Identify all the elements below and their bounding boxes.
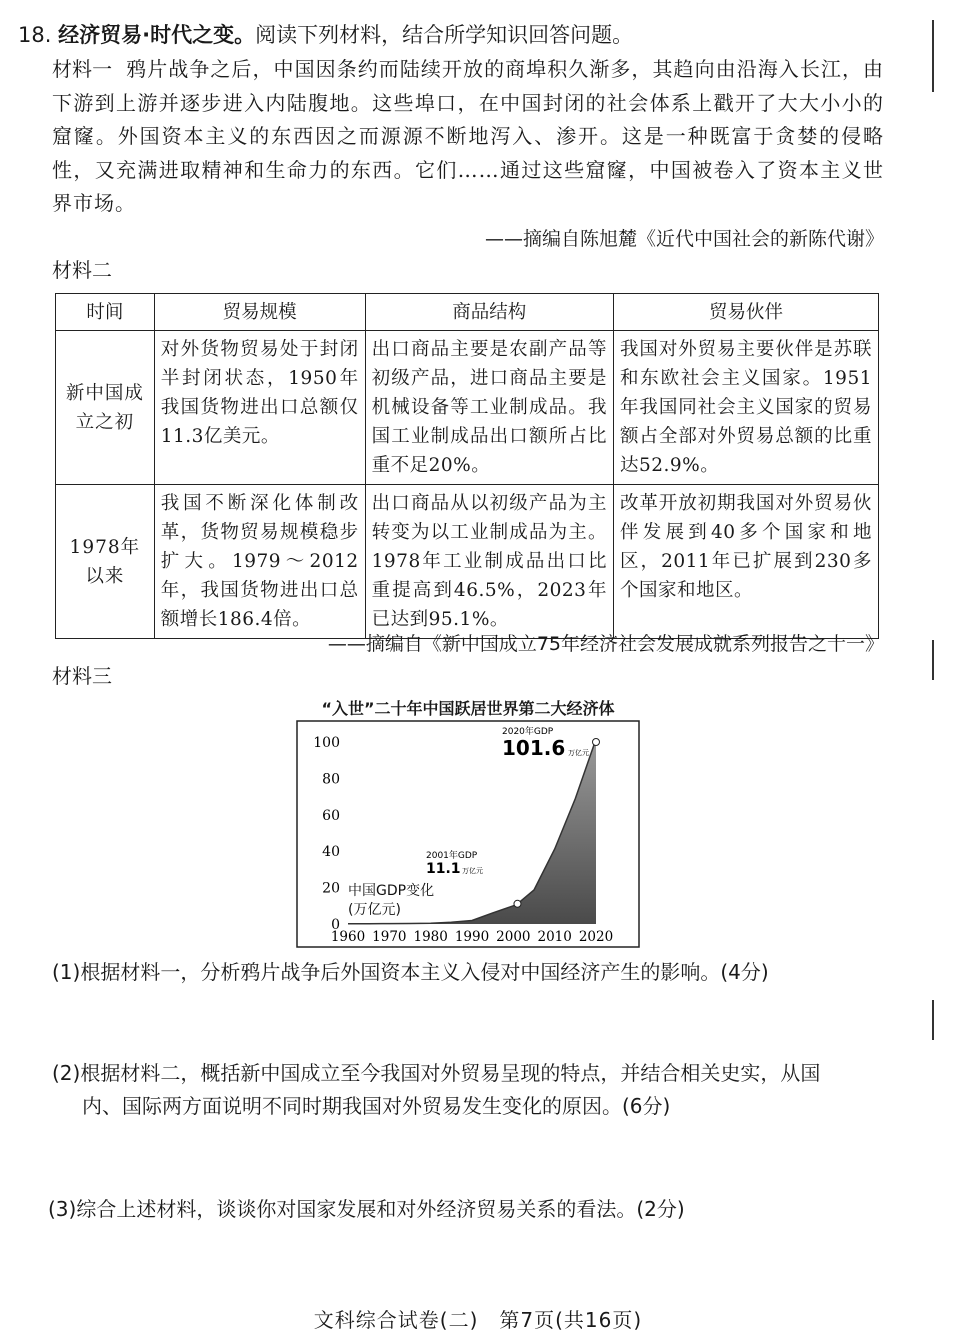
table-header-row — [56, 294, 879, 331]
y-tick-label: 60 — [322, 807, 340, 824]
material1-label: 材料一 — [52, 57, 113, 81]
row-structure: 出口商品从以初级产品为主转变为以工业制成品为主。1978年工业制成品出口比重提高到46.5%，2023年已达到95.1%。 — [365, 485, 613, 639]
annotation-point — [593, 739, 600, 746]
sub-question-2-line1: (2)根据材料二，概括新中国成立至今我国对外贸易呈现的特点，并结合相关史实，从国 — [52, 1061, 821, 1085]
row-partners: 我国对外贸易主要伙伴是苏联和东欧社会主义国家。1951年我国同社会主义国家的贸易额占全部对外贸易总额的比重达52.9%。 — [613, 331, 878, 485]
annotation-point — [514, 900, 521, 907]
material1-text: 鸦片战争之后，中国因条约而陆续开放的商埠积久渐多，其趋向由沿海入长江，由下游到上游并逐步进入内陆腹地。这些埠口，在中国封闭的社会体系上戳开了大大小小的窟窿。外国资本主义的东西因之而源源不断地泻入、渗开。这是一种既富于贪婪的侵略性，又充满进取精神和生命力的东西。它们……通过这些窟窿，中国被卷入了资本主义世界市场。 — [52, 57, 885, 215]
question-number: 18. — [18, 23, 52, 47]
annotation-caption: 2020年GDP — [502, 727, 554, 737]
y-tick-label: 20 — [322, 880, 340, 897]
x-tick-label: 1980 — [413, 929, 448, 945]
x-tick-label: 1990 — [454, 929, 490, 945]
header-structure: 商品结构 — [365, 294, 613, 331]
annotation-caption: 2001年GDP — [426, 851, 478, 861]
row-partners: 改革开放初期我国对外贸易伙伴发展到40多个国家和地区，2011年已扩展到230多个国家和地区。 — [613, 485, 878, 639]
page-footer: 文科综合试卷(二) 第7页(共16页) — [313, 1308, 643, 1332]
material3-label: 材料三 — [52, 664, 112, 688]
x-tick-label: 2020 — [578, 929, 614, 945]
row-structure: 出口商品主要是农副产品等初级产品，进口商品主要是机械设备等工业制成品。我国工业制成品出口额所占比重不足20%。 — [365, 331, 613, 485]
material1-source: ——摘编自陈旭麓《近代中国社会的新陈代谢》 — [484, 228, 884, 250]
chart-title: “入世”二十年中国跃居世界第二大经济体 — [321, 699, 615, 718]
sub-question-3: (3)综合上述材料，谈谈你对国家发展和对外经济贸易关系的看法。(2分) — [48, 1197, 685, 1221]
y-tick-label: 40 — [322, 844, 340, 861]
material2-source: ——摘编自《新中国成立75年经济社会发展成就系列报告之十一》 — [327, 633, 884, 655]
y-tick-label: 100 — [313, 735, 340, 751]
y-tick-label: 80 — [322, 771, 340, 788]
binding-mark — [932, 1000, 934, 1040]
binding-mark — [932, 640, 934, 680]
header-scale: 贸易规模 — [154, 294, 365, 331]
question-title-bold: 经济贸易·时代之变。 — [58, 23, 256, 47]
question-title-rest: 阅读下列材料，结合所学知识回答问题。 — [255, 23, 634, 47]
x-tick-label: 1960 — [330, 929, 366, 945]
x-tick-label: 1970 — [372, 929, 407, 945]
annotation-unit: 万亿元 — [462, 867, 483, 875]
annotation-unit: 万亿元 — [568, 749, 589, 757]
trade-table — [55, 293, 879, 639]
header-partners: 贸易伙伴 — [613, 294, 878, 331]
chart-ylabel: 中国GDP变化 — [348, 883, 435, 899]
row-time: 新中国成立之初 — [56, 331, 155, 485]
annotation-value: 101.6 — [502, 736, 566, 760]
material1-paragraph — [52, 53, 884, 221]
y-tick-label: 0 — [331, 917, 340, 933]
question-title — [18, 20, 918, 50]
sub-question-1: (1)根据材料一，分析鸦片战争后外国资本主义入侵对中国经济产生的影响。(4分) — [52, 960, 769, 984]
material2-label: 材料二 — [52, 258, 112, 282]
binding-mark — [932, 20, 934, 92]
x-tick-label: 2010 — [537, 929, 572, 945]
row-time: 1978年以来 — [56, 485, 155, 639]
x-tick-label: 2000 — [496, 929, 531, 945]
gdp-chart — [296, 720, 640, 948]
chart-yunit: (万亿元) — [348, 902, 401, 918]
table-row — [56, 485, 879, 639]
row-scale: 对外货物贸易处于封闭半封闭状态，1950年我国货物进出口总额仅11.3亿美元。 — [154, 331, 365, 485]
sub-question-2 — [52, 1057, 888, 1123]
row-scale: 我国不断深化体制改革，货物贸易规模稳步扩大。1979～2012年，我国货物进出口总额增长186.4倍。 — [154, 485, 365, 639]
sub-question-2-line2: 内、国际两方面说明不同时期我国对外贸易发生变化的原因。(6分) — [82, 1094, 671, 1118]
table-row — [56, 331, 879, 485]
annotation-value: 11.1 — [426, 861, 461, 877]
header-time: 时间 — [56, 294, 155, 331]
